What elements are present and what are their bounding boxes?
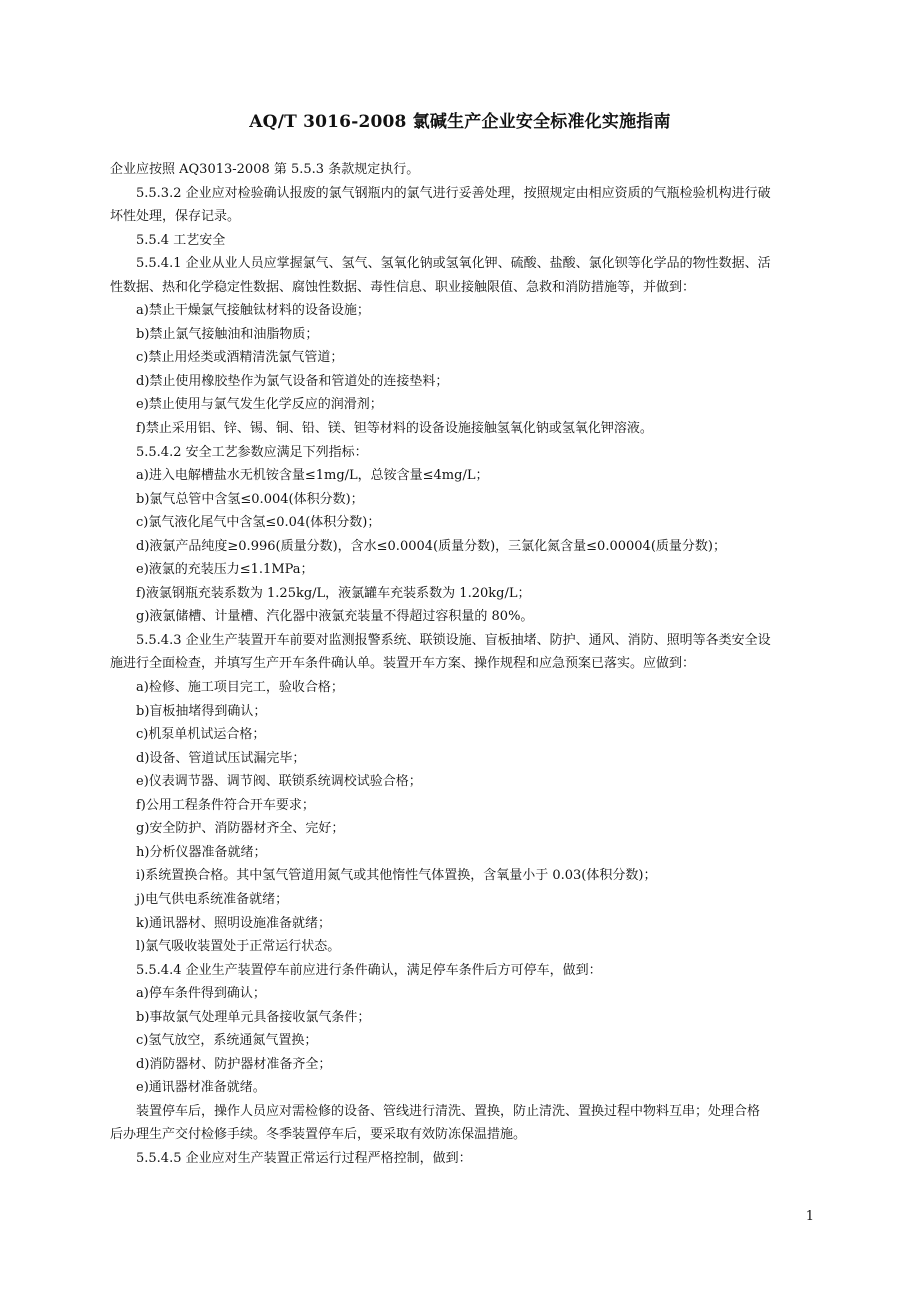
text-line: b)事故氯气处理单元具备接收氯气条件； — [136, 1009, 371, 1025]
text-line: c)禁止用烃类或酒精清洗氯气管道； — [136, 350, 344, 366]
text-line: 5.5.4.5 企业应对生产装置正常运行过程严格控制，做到： — [136, 1150, 472, 1166]
text-line: k)通讯器材、照明设施准备就绪； — [136, 915, 331, 931]
text-line: 性数据、热和化学稳定性数据、腐蚀性数据、毒性信息、职业接触限值、急救和消防措施等，并做到： — [110, 279, 696, 295]
text-line: b)盲板抽堵得到确认； — [136, 703, 267, 719]
text-line: h)分析仪器准备就绪； — [136, 844, 267, 860]
text-line: c)机泵单机试运合格； — [136, 727, 266, 743]
text-line: e)液氯的充装压力≤1.1MPa； — [136, 562, 314, 578]
text-line: j)电气供电系统准备就绪； — [136, 891, 289, 907]
text-line: 5.5.4.4 企业生产装置停车前应进行条件确认，满足停车条件后方可停车，做到： — [136, 962, 602, 978]
text-line: 5.5.4 工艺安全 — [136, 232, 226, 248]
text-line: 装置停车后，操作人员应对需检修的设备、管线进行清洗、置换，防止清洗、置换过程中物料互串；处理合格 — [136, 1103, 761, 1119]
text-line: f)禁止采用铝、锌、锡、铜、铅、镁、钽等材料的设备设施接触氢氧化钠或氢氧化钾溶液。 — [136, 421, 653, 437]
text-line: g)液氯储槽、计量槽、汽化器中液氯充装量不得超过容积量的 80%。 — [136, 609, 534, 625]
text-line: c)氯气液化尾气中含氢≤0.04(体积分数)； — [136, 515, 381, 531]
text-line: f)液氯钢瓶充装系数为 1.25kg/L，液氯罐车充装系数为 1.20kg/L； — [136, 585, 531, 601]
text-line: a)进入电解槽盐水无机铵含量≤1mg/L，总铵含量≤4mg/L； — [136, 468, 489, 484]
text-line: e)禁止使用与氯气发生化学反应的润滑剂； — [136, 397, 383, 413]
text-line: b)氯气总管中含氢≤0.004(体积分数)； — [136, 491, 364, 507]
document-body — [110, 158, 810, 1171]
text-line: 5.5.4.1 企业从业人员应掌握氯气、氢气、氢氧化钠或氢氧化钾、硫酸、盐酸、氯化钡等化学品的物性数据、活 — [136, 256, 771, 272]
text-line: g)安全防护、消防器材齐全、完好； — [136, 821, 345, 837]
text-line: 5.5.3.2 企业应对检验确认报废的氯气钢瓶内的氯气进行妥善处理，按照规定由相应资质的气瓶检验机构进行破 — [136, 185, 771, 201]
text-line: d)消防器材、防护器材准备齐全； — [136, 1056, 332, 1072]
text-line: e)通讯器材准备就绪。 — [136, 1080, 266, 1096]
text-line: 企业应按照 AQ3013-2008 第 5.5.3 条款规定执行。 — [110, 162, 420, 177]
text-line: d)设备、管道试压试漏完毕； — [136, 750, 306, 766]
text-line: d)液氯产品纯度≥0.996(质量分数)，含水≤0.0004(质量分数)，三氯化氮含量≤0.00004(质量分数)； — [136, 538, 726, 554]
document-title: AQ/T 3016-2008 氯碱生产企业安全标准化实施指南 — [249, 112, 671, 132]
text-line: d)禁止使用橡胶垫作为氯气设备和管道处的连接垫料； — [136, 373, 449, 389]
text-line: c)氢气放空，系统通氮气置换； — [136, 1033, 318, 1049]
page-number: 1 — [805, 1209, 814, 1224]
text-line: a)停车条件得到确认； — [136, 986, 266, 1002]
text-line: b)禁止氯气接触油和油脂物质； — [136, 326, 319, 342]
text-line: f)公用工程条件符合开车要求； — [136, 797, 315, 813]
text-line: 5.5.4.2 安全工艺参数应满足下列指标： — [136, 444, 368, 460]
text-line: e)仪表调节器、调节阀、联锁系统调校试验合格； — [136, 774, 422, 790]
text-line: a)禁止干燥氯气接触钛材料的设备设施； — [136, 303, 370, 319]
text-line: 施进行全面检查，并填写生产开车条件确认单。装置开车方案、操作规程和应急预案已落实。应做到： — [110, 656, 696, 672]
text-line: l)氯气吸收装置处于正常运行状态。 — [136, 939, 341, 955]
text-line: 5.5.4.3 企业生产装置开车前要对监测报警系统、联锁设施、盲板抽堵、防护、通风、消防、照明等各类安全设 — [136, 632, 771, 648]
text-line: 坏性处理，保存记录。 — [110, 209, 241, 225]
text-line: a)检修、施工项目完工，验收合格； — [136, 680, 344, 696]
text-line: 后办理生产交付检修手续。冬季装置停车后，要采取有效防冻保温措施。 — [110, 1127, 527, 1143]
text-line: i)系统置换合格。其中氢气管道用氮气或其他惰性气体置换，含氧量小于 0.03(体积分数)； — [136, 868, 657, 884]
